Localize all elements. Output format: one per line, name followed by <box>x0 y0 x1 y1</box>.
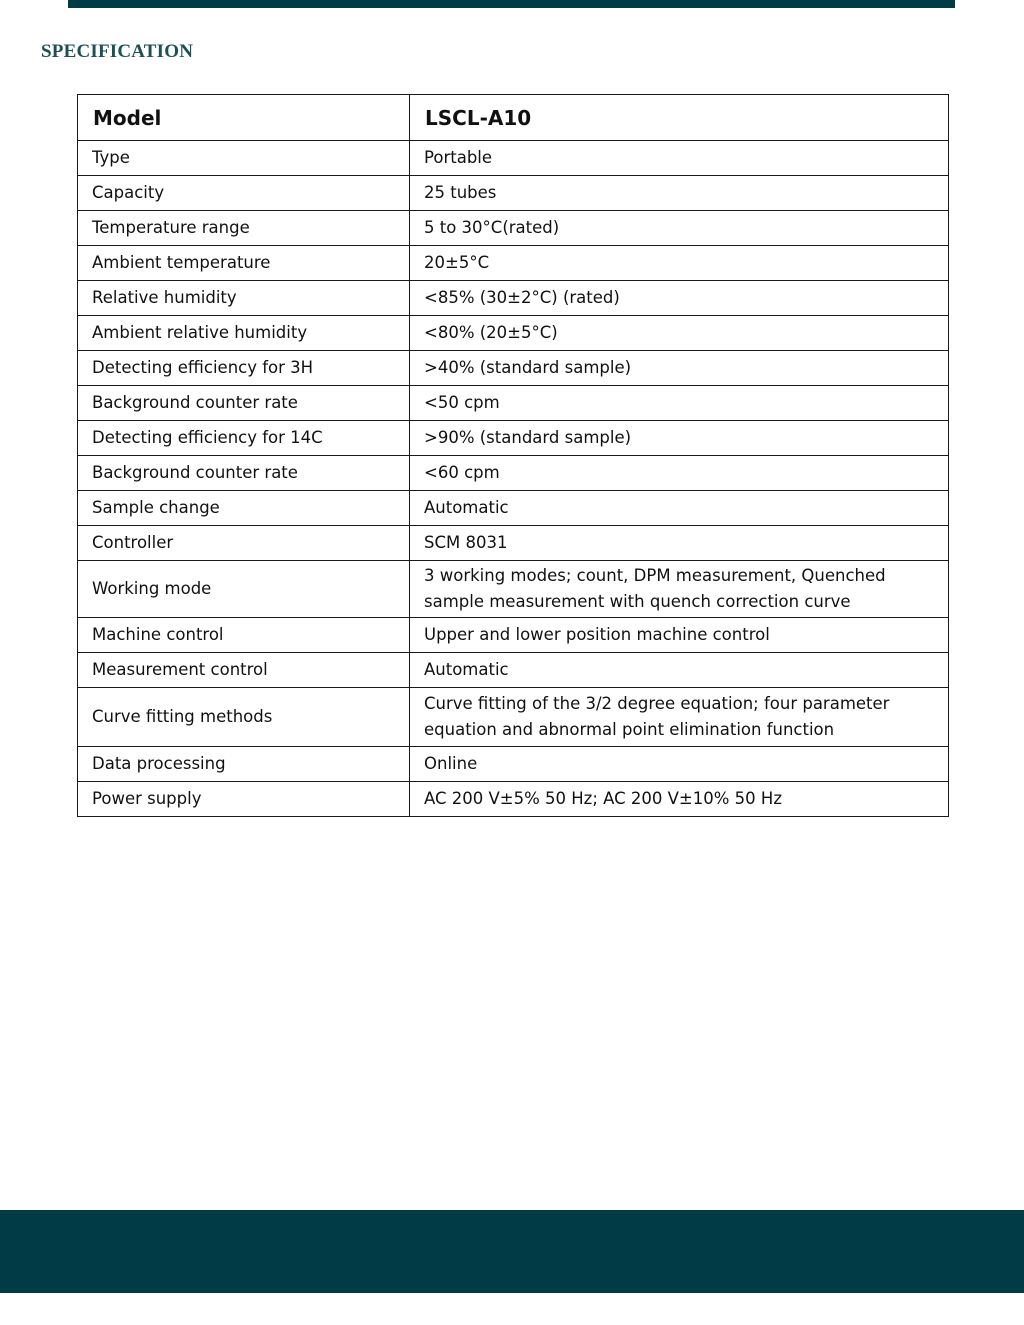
table-row <box>78 782 949 817</box>
spec-label: Temperature range <box>78 211 410 246</box>
table-row <box>78 526 949 561</box>
spec-value: Online <box>410 747 949 782</box>
table-header-row <box>78 95 949 141</box>
bottom-brand-bar <box>0 1210 1024 1293</box>
spec-value: <50 cpm <box>410 386 949 421</box>
spec-label: Curve fitting methods <box>78 688 410 747</box>
table-row <box>78 688 949 747</box>
spec-label: Detecting efficiency for 14C <box>78 421 410 456</box>
spec-label: Ambient temperature <box>78 246 410 281</box>
spec-label: Controller <box>78 526 410 561</box>
spec-value: 20±5°C <box>410 246 949 281</box>
spec-value: 25 tubes <box>410 176 949 211</box>
table-row <box>78 653 949 688</box>
spec-label: Machine control <box>78 618 410 653</box>
spec-label: Relative humidity <box>78 281 410 316</box>
spec-value: Upper and lower position machine control <box>410 618 949 653</box>
spec-value: Curve fitting of the 3/2 degree equation; four parameter equation and abnormal point elimination function <box>410 688 949 747</box>
spec-value: <60 cpm <box>410 456 949 491</box>
spec-value: 5 to 30°C(rated) <box>410 211 949 246</box>
table-row <box>78 618 949 653</box>
table-row <box>78 211 949 246</box>
spec-label: Capacity <box>78 176 410 211</box>
spec-label: Background counter rate <box>78 386 410 421</box>
spec-label: Ambient relative humidity <box>78 316 410 351</box>
spec-label: Detecting efficiency for 3H <box>78 351 410 386</box>
table-row <box>78 386 949 421</box>
spec-value: AC 200 V±5% 50 Hz; AC 200 V±10% 50 Hz <box>410 782 949 817</box>
section-title: SPECIFICATION <box>41 41 194 62</box>
table-row <box>78 456 949 491</box>
specification-table <box>77 94 949 817</box>
table-row <box>78 281 949 316</box>
spec-value: >40% (standard sample) <box>410 351 949 386</box>
spec-value: >90% (standard sample) <box>410 421 949 456</box>
table-row <box>78 351 949 386</box>
spec-value: SCM 8031 <box>410 526 949 561</box>
spec-label: Data processing <box>78 747 410 782</box>
spec-value: <85% (30±2°C) (rated) <box>410 281 949 316</box>
spec-value: <80% (20±5°C) <box>410 316 949 351</box>
table-row <box>78 747 949 782</box>
top-brand-bar <box>68 0 955 8</box>
table-row <box>78 176 949 211</box>
spec-value: Portable <box>410 141 949 176</box>
spec-label: Type <box>78 141 410 176</box>
header-value: LSCL-A10 <box>410 95 949 141</box>
header-label: Model <box>78 95 410 141</box>
spec-label: Working mode <box>78 561 410 618</box>
table-row <box>78 246 949 281</box>
spec-label: Measurement control <box>78 653 410 688</box>
spec-value: Automatic <box>410 491 949 526</box>
spec-value: 3 working modes; count, DPM measurement, Quenched sample measurement with quench correction curve <box>410 561 949 618</box>
spec-label: Sample change <box>78 491 410 526</box>
spec-label: Background counter rate <box>78 456 410 491</box>
spec-value: Automatic <box>410 653 949 688</box>
table-row <box>78 421 949 456</box>
table-row <box>78 491 949 526</box>
table-row <box>78 141 949 176</box>
table-row <box>78 561 949 618</box>
spec-label: Power supply <box>78 782 410 817</box>
table-row <box>78 316 949 351</box>
